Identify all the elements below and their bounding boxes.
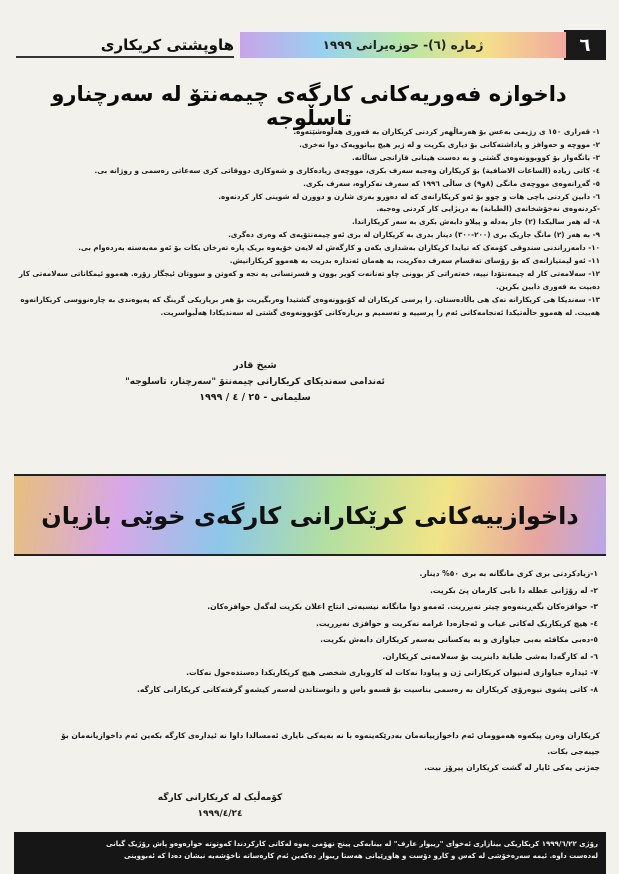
list-item: ٥-دەبی مکافئە بەبی جیاوازی و بە یەکسانی بەسەر کریکاران دابەش بکریت. xyxy=(320,635,598,644)
signature-date: ١٩٩٩/٤/٢٤ xyxy=(197,809,243,819)
section-title: هاوپشتی کریکاری xyxy=(16,34,234,58)
list-item: ٨- لە هەر سالیکدا (٢) جار بەدلە و پیلاو دابەش بکری بە سەر کریکاراندا. xyxy=(351,217,600,227)
list-item: ٧- ئیدارە جیاوازی لەنیوان کریکارانی ژن و پیاودا نەکات لە کاروباری شخصی هیچ کریکاریکدا دەستدەخول نەکات. xyxy=(186,668,598,677)
issue-label: ژماره (٦)- حوزەیرانی ١٩٩٩ xyxy=(240,32,566,58)
list-item: ٤- هیچ کریکاریک لەکاتی غیاب و ئەجازەدا غرامە نەکریت و حوافزی نەبڕریت. xyxy=(316,618,598,628)
article2-demands-list xyxy=(40,566,598,732)
list-item: ٣- بانگەواز بۆ کووبوونەوەی گشتی و بە دەست هینانی قازانجی ساڵانە. xyxy=(352,152,600,162)
list-item: ١١- ئەو لیمتیازانەی کە بۆ رۆسای تەقسام سەرف دەکریت، بە هەمان ئەندازە بدریت بە هەموو کریکارانیش. xyxy=(229,256,600,266)
footer-notice xyxy=(14,832,606,874)
article2-title: داخوازییەکانی کرێکارانی کارگەی خوێی بازیان xyxy=(41,502,579,530)
article2-banner xyxy=(14,474,606,556)
article1-demands-list xyxy=(18,126,600,350)
article1-signature xyxy=(90,358,420,454)
signature-role: ئەندامی سەندیکای کریکارانی چیمەنتۆ "سەرچنار، تاسلوجە" xyxy=(125,377,385,387)
list-item: ٦- لە کارگەدا بەشی طبابة دابنریت بۆ سەلامەتی کریکاران. xyxy=(382,651,598,661)
list-item: ١-زیادکردنی بری کری مانگانە بە بری ٥٠% دینار. xyxy=(419,569,598,578)
note-line: جیبەجی بکات. xyxy=(547,747,600,756)
footer-line: رۆژی ١٩٩٩/٦/٢٢ کریکاریکی بینازاری ئەخوای "ریبوار عارف" لە بینابەکی پینج نهۆمی یەوە لەکاتی کارکردندا کەوتوتە خوارەوەو پاش رۆژیک گیانی xyxy=(105,840,598,848)
list-item: ٢- لە رۆژانی عطلە دا نابی کارمان پێ بکریت. xyxy=(430,585,598,595)
footer-line: لەدەست داوە. ئیمە سەرەخۆشی لە کەس و کارو دۆست و هاوڕێیانی هەستا ریبوار دەکەین ئەم کارەساتە ناخۆشەیە نیشان دەدا کە ئەبووینی xyxy=(124,852,598,860)
list-item: ٨- کاتی پشوی نیوەرۆی کریکاران بە رەسمی بناسیت بۆ قسەو باس و دانوستاندن لەسەر کیشەو گرفتەکانی کریکارانی کارگە. xyxy=(137,684,598,694)
list-item: ١٢- سەلامەتی کار لە چیمەنتۆدا نییە، خەتەراتی کز بوونی چاو تەنانەت کویر بوون و قسرتسانی پە نجە و کەوتن و سووتان ئیجگار زۆرە. هەموو ئیمکاناتی سەلامەتی کار دەبیت بە فەوری دابین بکرین. xyxy=(18,268,600,291)
list-item: -کردنەوەی نەخۆشخانەی (الطبابة) بە دریژایی کار کردنی وەجبە. xyxy=(376,204,600,214)
signature-date: سلیمانی - ٢٥ / ٤ / ١٩٩٩ xyxy=(199,392,311,403)
list-item: ١- قەراری ١٥٠ ی رژیمی بەعس بۆ هەرماڵهەر کردنی کریکاران بە فەوری هەڵوەشێتەوە. xyxy=(293,127,600,136)
list-item: ١٠- دامەزراندنی سندوقی کۆمەک کە تیایدا کریکاران بەشداری بکەن و کارگەش لە لایەن خۆیەوە بریک پارە تەرخان بکات بۆ ئەو مەبەستە بەردەوام بی. xyxy=(78,243,600,253)
article2-signature xyxy=(140,790,300,830)
page-number: ٦ xyxy=(564,30,606,60)
list-item: ٩- بە هەر (٢) مانگ جاریک بری (٢٠٠-٣٠٠) دینار بدری بە کریکاران لە بری ئەو چیمەنتۆیەی کە وەری دەگری. xyxy=(228,230,600,240)
note-line: جەژنی یەکی ئایار لە گشت کریکاران پیرۆز بیت. xyxy=(424,763,600,772)
article2-call-to-action xyxy=(22,728,600,788)
list-item: ٦- دابین کردنی باچی هات و چوو بۆ ئەو کریکارانەی کە لە دەورو بەری شارن و دوورن لە شوینی کار کردنەوە. xyxy=(218,191,600,201)
note-line: کریکاران وەرن پیکەوە هەمووماں ئەم داخوازییانەمان بەدرێکەینەوە با نە بەیەکی نایاری ئەمسالدا داوا نە ئیدارەی کارگە بکەین ئەم داخوازیانەمان بۆ xyxy=(61,731,600,740)
list-item: ١٣- سەندیکا هی کریکارانە نەک هی باڵادەستان. را پرسی کریکاران لە کۆبوونەوەی گشتیدا وەربگیریت بۆ هەر بریاریکی گرینگ کە پەیوەندی بە چارەنووسی کریکارانەوە هەبیت. لە هەموو حاڵەتیکدا ئەنجامەکانی ئەم را پرسییە و تەسمیم و بریارەکانی کۆبوونەوەی گشتی لە سەندیکادا هەڵبواسریت. xyxy=(20,294,600,317)
footer-text xyxy=(22,838,598,870)
signature-name: کۆمەڵیک لە کریکارانی کارگە xyxy=(157,793,283,803)
list-item: ٣- حوافزەکان بگەڕینەوەو چیتر نەبڕریت. ئەمەو دوا مانگانە نیسبەتی انتاج اعلان بکریت لەگەل حوافزەکان. xyxy=(207,602,598,611)
list-item: ٤- کاتی زیادە (الساعات الاضافیة) بۆ کریکاران وەجبە سەرف بکری، مووچەی زیادەکاری و شەوکاری دووقاتی کری سەعاتی رەسمی و روژانە بی. xyxy=(94,165,600,175)
list-item: ٢- مووچە و حەوافز و پاداشتەکانی بۆ دیاری بکریت و لە ژیر هیچ بیانوویەک دوا نەخری. xyxy=(299,139,600,149)
signature-name: شیخ قادر xyxy=(233,360,277,371)
list-item: ٥- گەڕانەوەی مووچەی مانگی (٨و٩) ی ساڵی ١٩٩٦ کە سەرف نەکراوە، سەرف بکری. xyxy=(303,178,600,188)
page-header xyxy=(14,30,606,60)
article1-title: داخوازه فەوریەکانی کارگەی چیمەنتۆ لە سەرچنارو تاسڵوجە xyxy=(51,82,567,130)
